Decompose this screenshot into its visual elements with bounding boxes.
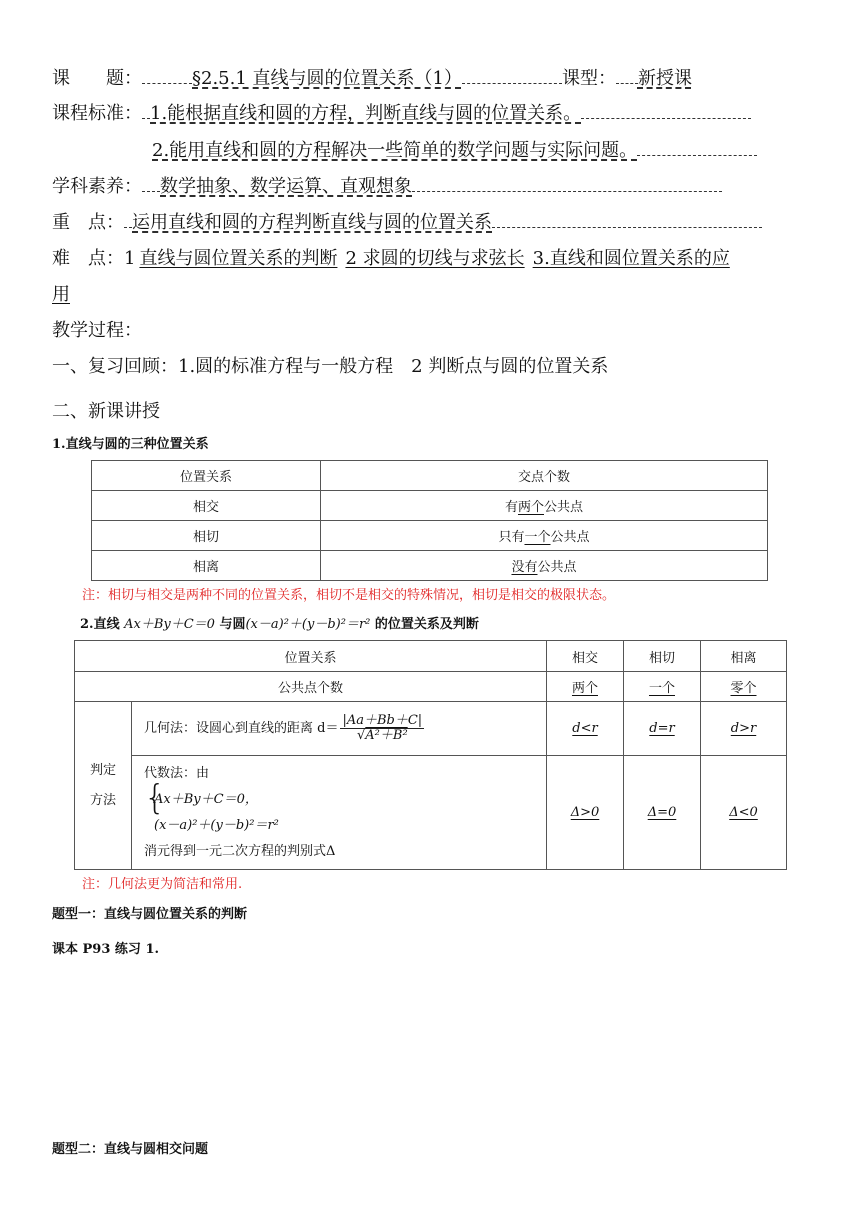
standard-1: 1.能根据直线和圆的方程，判断直线与圆的位置关系。 — [150, 103, 582, 124]
type1-title: 题型一：直线与圆位置关系的判断 — [52, 907, 248, 922]
type2-title: 题型二：直线与圆相交问题 — [52, 1142, 209, 1157]
type-label: 课型： — [561, 68, 616, 89]
criteria-table — [74, 640, 787, 870]
topic-value: §2.5.1 直线与圆的位置关系（1） — [192, 68, 462, 89]
count-separate: 零个 — [730, 681, 757, 696]
standard-label: 课程标准： — [52, 103, 142, 124]
key-value: 运用直线和圆的方程判断直线与圆的位置关系 — [132, 212, 492, 233]
standard-row — [52, 99, 751, 125]
difficulty-1: 直线与圆位置关系的判断 — [139, 248, 338, 269]
difficulty-3: 3.直线和圆位置关系的应 — [532, 248, 730, 269]
literacy-label: 学科素养： — [52, 176, 142, 197]
difficulty-num: 1 — [124, 248, 136, 269]
col-header-separate: 相离 — [701, 641, 787, 672]
table-row — [92, 491, 768, 521]
row-count: 没有公共点 — [321, 551, 768, 581]
new-lesson-heading: 二、新课讲授 — [52, 401, 160, 422]
literacy-row — [52, 172, 722, 198]
type-value: 新授课 — [637, 68, 692, 89]
table-row — [92, 521, 768, 551]
key-row — [52, 208, 762, 234]
process-label: 教学过程： — [52, 320, 142, 341]
section1-note: 注：相切与相交是两种不同的位置关系，相切不是相交的特殊情况，相切是相交的极限状态。 — [82, 588, 616, 603]
topic-row — [52, 64, 692, 90]
difficulty-2: 2 求圆的切线与求弦长 — [345, 248, 525, 269]
section1-title: 1.直线与圆的三种位置关系 — [52, 437, 209, 452]
table-row — [92, 551, 768, 581]
difficulty-label: 难 点： — [52, 248, 124, 269]
table-header-relation: 位置关系 — [92, 461, 321, 491]
difficulty-3-cont: 用 — [52, 284, 70, 305]
row-count: 只有一个公共点 — [321, 521, 768, 551]
row-relation: 相交 — [92, 491, 321, 521]
standard-row-2 — [152, 136, 757, 162]
alg-result-separate: Δ<0 — [701, 756, 787, 870]
count-tangent: 一个 — [648, 681, 675, 696]
col-header-relation: 位置关系 — [75, 641, 547, 672]
col-header-tangent: 相切 — [624, 641, 701, 672]
geometric-method: 几何法：设圆心到直线的距离 d＝ $\frac{|Aa+Bb+C|}{\text{√A²＋B²}}$ — [132, 702, 547, 756]
col-header-intersect: 相交 — [547, 641, 624, 672]
row-relation: 相离 — [92, 551, 321, 581]
count-intersect: 两个 — [571, 681, 598, 696]
literacy-value: 数学抽象、数学运算、直观想象 — [160, 176, 412, 197]
section2-title: 2.直线 Ax＋By＋C＝0 与圆(x－a)²＋(y－b)²＝r² 的位置关系及判断 — [80, 617, 479, 632]
algebraic-method: 代数法：由 { Ax＋By＋C＝0， (x－a)²＋(y－b)²＝r² 消元得到一元二次方程的判别式Δ — [132, 756, 547, 870]
table-header-count: 交点个数 — [321, 461, 768, 491]
difficulty-row — [52, 244, 730, 270]
type1-exercise: 课本 P93 练习 1. — [52, 942, 160, 957]
topic-label: 课 题： — [52, 68, 142, 89]
row-relation: 相切 — [92, 521, 321, 551]
geo-result-intersect: d<r — [547, 702, 624, 756]
key-label: 重 点： — [52, 212, 124, 233]
row-count: 有两个公共点 — [321, 491, 768, 521]
relation-table — [91, 460, 768, 581]
review-line: 一、复习回顾：1.圆的标准方程与一般方程 2 判断点与圆的位置关系 — [52, 356, 609, 377]
alg-result-intersect: Δ>0 — [547, 756, 624, 870]
geo-result-separate: d>r — [701, 702, 787, 756]
method-label: 判定 方法 — [75, 702, 132, 870]
section2-note: 注：几何法更为简洁和常用. — [82, 877, 243, 892]
geo-result-tangent: d=r — [624, 702, 701, 756]
alg-result-tangent: Δ=0 — [624, 756, 701, 870]
standard-2: 2.能用直线和圆的方程解决一些简单的数学问题与实际问题。 — [152, 140, 638, 161]
count-label: 公共点个数 — [75, 672, 547, 702]
